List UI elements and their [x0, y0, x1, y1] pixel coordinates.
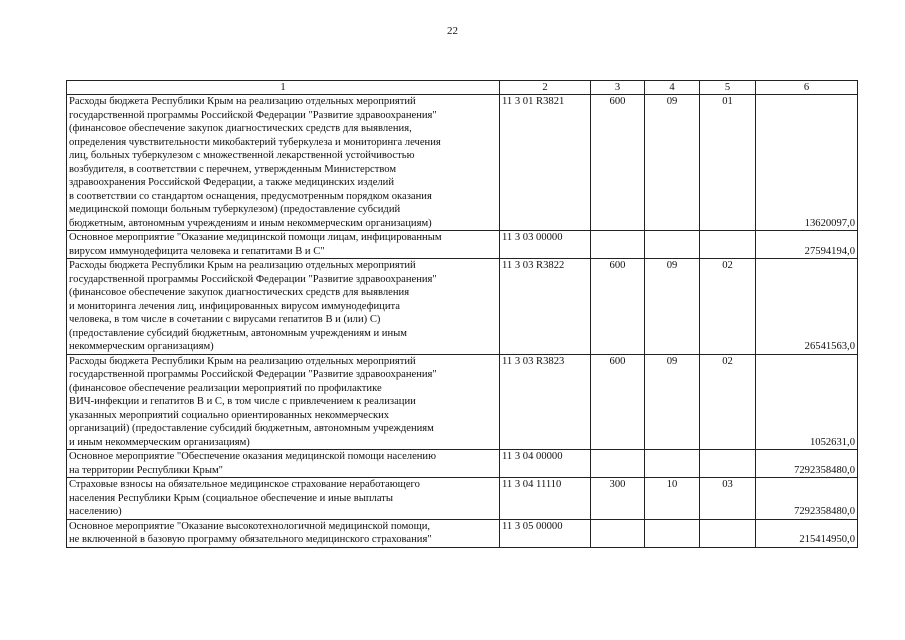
description-line: и мониторинга лечения лиц, инфицированных вирусом иммунодефицита: [69, 300, 400, 312]
table-row: [67, 95, 858, 231]
table-row: [67, 354, 858, 450]
row-description: [67, 231, 500, 259]
amount-cell: 26541563,0: [756, 259, 858, 355]
header-cell: 5: [700, 81, 756, 95]
table-row: [67, 519, 858, 547]
section-cell: 09: [645, 95, 700, 231]
target-code-cell: 11 3 04 11110: [500, 478, 591, 520]
subsection-cell: 03: [700, 478, 756, 520]
amount-cell: 7292358480,0: [756, 450, 858, 478]
description-line: человека, в том числе в сочетании с вирусами гепатитов В и (или) С): [69, 314, 381, 325]
description-line: Основное мероприятие "Обеспечение оказания медицинской помощи населению: [69, 451, 437, 462]
subsection-cell: [700, 231, 756, 259]
description-line: лиц, больных туберкулезом с множественной лекарственной устойчивостью: [69, 150, 415, 161]
amount-cell: 13620097,0: [756, 95, 858, 231]
section-cell: 10: [645, 478, 700, 520]
description-line: государственной программы Российской Федерации "Развитие здравоохранения": [69, 109, 437, 121]
header-cell: 2: [500, 81, 591, 95]
subsection-cell: 02: [700, 259, 756, 355]
table-header-row: [67, 81, 858, 95]
header-cell: 3: [591, 81, 645, 95]
description-line: Расходы бюджета Республики Крым на реализацию отдельных мероприятий: [69, 96, 416, 107]
row-description: [67, 478, 500, 520]
description-line: вирусом иммунодефицита человека и гепатитами В и С": [69, 245, 325, 257]
section-cell: 09: [645, 259, 700, 355]
description-line: возбудителя, в соответствии с перечнем, утвержденным Министерством: [69, 163, 397, 175]
table-row: [67, 478, 858, 520]
description-line: государственной программы Российской Федерации "Развитие здравоохранения": [69, 273, 437, 285]
target-code-cell: 11 3 04 00000: [500, 450, 591, 478]
description-line: медицинской помощи больным туберкулезом) (предоставление субсидий: [69, 204, 401, 215]
description-line: (финансовое обеспечение реализации мероприятий по профилактике: [69, 382, 382, 394]
subsection-cell: [700, 519, 756, 547]
description-line: ВИЧ-инфекции и гепатитов В и С, в том числе с привлечением к реализации: [69, 396, 416, 407]
subsection-cell: [700, 450, 756, 478]
description-line: некоммерческим организациям): [69, 341, 214, 352]
amount-cell: 215414950,0: [756, 519, 858, 547]
row-description: [67, 95, 500, 231]
table-row: [67, 259, 858, 355]
amount-cell: 1052631,0: [756, 354, 858, 450]
description-line: Расходы бюджета Республики Крым на реализацию отдельных мероприятий: [69, 260, 416, 271]
expense-type-cell: 600: [591, 354, 645, 450]
description-line: Страховые взносы на обязательное медицинское страхование неработающего: [69, 479, 420, 490]
description-line: в соответствии со стандартом оснащения, предусмотренным порядком оказания: [69, 190, 432, 202]
amount-cell: 7292358480,0: [756, 478, 858, 520]
description-line: указанных мероприятий социально ориентированных некоммерческих: [69, 409, 390, 421]
table-row: [67, 450, 858, 478]
description-line: определения чувствительности микобактерий туберкулеза и мониторинга лечения: [69, 136, 441, 148]
row-description: [67, 450, 500, 478]
description-line: Основное мероприятие "Оказание медицинской помощи лицам, инфицированным: [69, 232, 442, 243]
subsection-cell: 02: [700, 354, 756, 450]
expense-type-cell: 600: [591, 95, 645, 231]
description-line: на территории Республики Крым": [69, 464, 223, 476]
row-description: [67, 259, 500, 355]
subsection-cell: 01: [700, 95, 756, 231]
section-cell: [645, 231, 700, 259]
expense-type-cell: [591, 519, 645, 547]
description-line: населению): [69, 506, 122, 517]
target-code-cell: 11 3 05 00000: [500, 519, 591, 547]
row-description: [67, 519, 500, 547]
description-line: здравоохранения Российской Федерации, а также медицинских изделий: [69, 177, 395, 188]
page-number: 22: [447, 25, 458, 37]
target-code-cell: 11 3 03 R3823: [500, 354, 591, 450]
section-cell: [645, 450, 700, 478]
expense-type-cell: [591, 450, 645, 478]
description-line: (предоставление субсидий бюджетным, автономным учреждениям и иным: [69, 327, 407, 339]
description-line: бюджетным, автономным учреждениям и иным некоммерческим организациям): [69, 217, 432, 229]
header-cell: 1: [67, 81, 500, 95]
header-cell: 4: [645, 81, 700, 95]
description-line: государственной программы Российской Федерации "Развитие здравоохранения": [69, 369, 437, 380]
section-cell: [645, 519, 700, 547]
header-cell: 6: [756, 81, 858, 95]
description-line: Основное мероприятие "Оказание высокотехнологичной медицинской помощи,: [69, 520, 431, 532]
description-line: не включенной в базовую программу обязательного медицинского страхования": [69, 534, 432, 545]
expense-type-cell: 300: [591, 478, 645, 520]
target-code-cell: 11 3 03 00000: [500, 231, 591, 259]
table-row: [67, 231, 858, 259]
target-code-cell: 11 3 01 R3821: [500, 95, 591, 231]
budget-table: [66, 80, 858, 548]
description-line: (финансовое обеспечение закупок диагностических средств для выявления,: [69, 123, 412, 134]
row-description: [67, 354, 500, 450]
section-cell: 09: [645, 354, 700, 450]
description-line: населения Республики Крым (социальное обеспечение и иные выплаты: [69, 492, 394, 504]
expense-type-cell: [591, 231, 645, 259]
description-line: и иным некоммерческим организациям): [69, 436, 250, 448]
description-line: Расходы бюджета Республики Крым на реализацию отдельных мероприятий: [69, 355, 416, 367]
expense-type-cell: 600: [591, 259, 645, 355]
target-code-cell: 11 3 03 R3822: [500, 259, 591, 355]
description-line: (финансовое обеспечение закупок диагностических средств для выявления: [69, 287, 410, 298]
description-line: организаций) (предоставление субсидий бюджетным, автономным учреждениям: [69, 423, 434, 434]
amount-cell: 27594194,0: [756, 231, 858, 259]
